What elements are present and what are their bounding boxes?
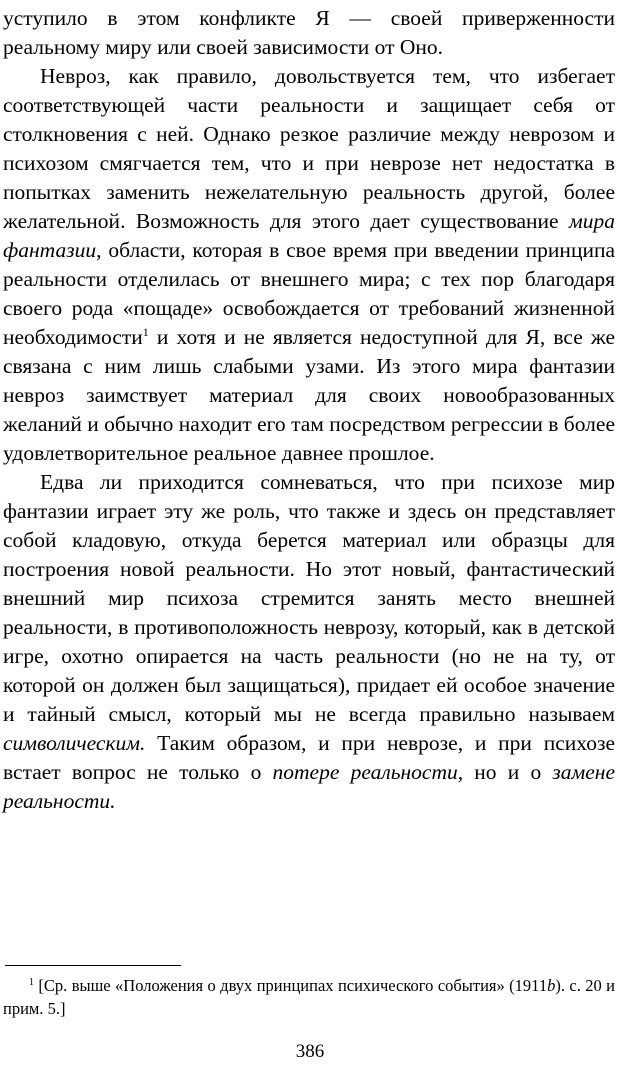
text-run: но и о <box>463 760 553 784</box>
paragraph <box>3 468 615 816</box>
footnote-marker: 1 <box>142 325 149 339</box>
footnote-marker: 1 <box>29 977 34 988</box>
emphasis-text: потере реальности, <box>272 760 464 784</box>
text-run: ). с. 20 и прим. 5.] <box>3 976 615 1018</box>
text-run: уступило в этом конфликте Я — своей приверженности реальному миру или своей зависимости от Оно. <box>3 6 615 59</box>
emphasis-text: мира фантазии, <box>3 209 615 262</box>
page-number: 386 <box>295 1041 325 1062</box>
text-run: области, которая в свое время при введении принципа реальности отделилась от внешнего мира; с тех пор благодаря своего рода «пощаде» освобождается от требований жизненной необходимости <box>3 238 615 349</box>
text-run: и хотя и не является недоступной для Я, все же связана с ним лишь слабыми узами. Из этого мира фантазии невроз заимствует материал для своих новообразованных желаний и обычно находит его там посредством регрессии в более удовлетворительное реальное давнее прошлое. <box>3 325 615 465</box>
footnote <box>3 974 615 1020</box>
paragraph <box>3 4 615 62</box>
emphasis-text: замене реальности. <box>3 760 616 813</box>
text-run: Невроз, как правило, довольствуется тем, что избегает соответствующей части реальности и защищает себя от столкновения с ней. Однако резкое различие между неврозом и психозом смягчается тем, что и при неврозе нет недостатка в попытках заменить нежелательную реальность другой, более желательной. Возможность для этого дает существование <box>3 64 615 233</box>
text-run: [Ср. выше «Положения о двух принципах психического события» (1911 <box>34 976 548 995</box>
footnote-separator <box>5 965 181 966</box>
emphasis-text: b <box>547 976 556 995</box>
paragraph <box>3 62 615 468</box>
text-run: Таким образом, и при неврозе, и при психозе встает вопрос не только о <box>3 731 615 784</box>
footnote-text <box>3 974 615 1020</box>
main-text <box>3 4 615 816</box>
text-run: Едва ли приходится сомневаться, что при психозе мир фантазии играет эту же роль, что также и здесь он представляет собой кладовую, откуда берется материал или образцы для построения новой реальности. Но этот новый, фантастический внешний мир психоза стремится занять место внешней реальности, в противоположность неврозу, который, как в детской игре, охотно опирается на часть реальности (но не на ту, от которой он должен был защищаться), придает ей особое значение и тайный смысл, который мы не всегда правильно называем <box>3 470 615 726</box>
emphasis-text: символическим. <box>3 731 146 755</box>
